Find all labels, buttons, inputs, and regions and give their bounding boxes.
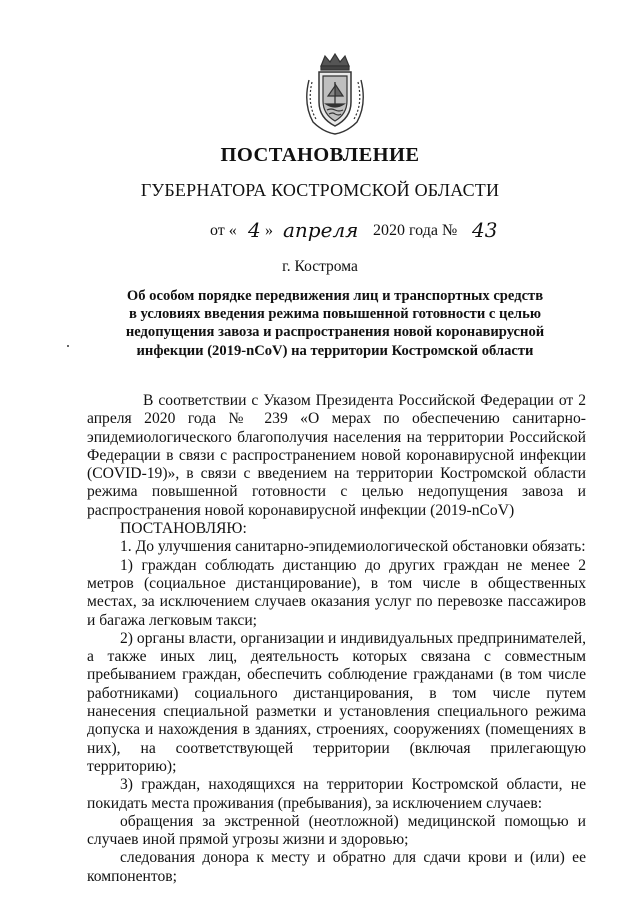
- body-paragraph: следования донора к месту и обратно для сдачи крови и (или) ее компонентов;: [87, 849, 586, 885]
- body-paragraph: 1. До улучшения санитарно-эпидемиологической обстановки обязать:: [120, 538, 586, 556]
- scan-speck: [67, 345, 69, 347]
- issuing-authority: ГУБЕРНАТОРА КОСТРОМСКОЙ ОБЛАСТИ: [140, 180, 500, 200]
- heading-line: Об особом порядке передвижения лиц и транспортных средств: [126, 288, 544, 304]
- preamble-paragraph: В соответствии с Указом Президента Российской Федерации от 2 апреля 2020 года № 239 «О мерах по обеспечению санитарно-эпидемиологического благополучия населения на территории Российской Федерации в связи с распространением новой коронавирусной инфекции (COVID-19)», в связи с введением на территории Костромской области режима повышенной готовности с целью недопущения завоза и распространения новой коронавирусной инфекции (2019-nCoV): [87, 392, 586, 519]
- document-heading: [110, 287, 560, 360]
- body-paragraph: обращения за экстренной (неотложной) медицинской помощью и случаев иной прямой угрозы жизни и здоровью;: [87, 812, 586, 849]
- document-type-title: ПОСТАНОВЛЕНИЕ: [220, 144, 420, 166]
- date-prefix: от «: [210, 222, 237, 239]
- date-day-handwritten: 4: [248, 218, 261, 242]
- document-body: [87, 392, 586, 886]
- decree-word: ПОСТАНОВЛЯЮ:: [120, 520, 247, 538]
- date-line: [210, 218, 510, 244]
- coat-of-arms-emblem: [299, 52, 371, 136]
- date-mid: »: [265, 222, 273, 239]
- body-paragraph: 1) граждан соблюдать дистанцию до других граждан не менее 2 метров (социальное дистанцирование), в том числе в общественных местах, за исключением случаев оказания услуг по перевозке пассажиров и багажа легковым такси;: [87, 556, 586, 629]
- date-month-handwritten: апреля: [283, 218, 359, 242]
- heading-line: в условиях введения режима повышенной готовности с целью: [129, 306, 541, 323]
- heading-line: инфекции (2019-nCoV) на территории Костромской области: [136, 342, 534, 359]
- heading-line: недопущения завоза и распространения новой коронавирусной: [125, 324, 545, 341]
- city: г. Кострома: [282, 258, 358, 275]
- document-number-handwritten: 43: [472, 218, 498, 242]
- body-paragraph: 3) граждан, находящихся на территории Костромской области, не покидать места проживания (пребывания), за исключением случаев:: [87, 776, 586, 812]
- body-paragraph: 2) органы власти, организации и индивидуальных предпринимателей, а также иных лиц, деятельность которых связана с совместным пребыванием граждан, обеспечить соблюдение гражданами (в том числе работниками) социального дистанцирования, в том числе путем нанесения специальной разметки и установления специального режима допуска и нахождения в зданиях, строениях, сооружениях (помещениях в них), на соответствующей территории (включая прилегающую территорию);: [87, 629, 586, 775]
- date-year: 2020 года №: [373, 222, 458, 239]
